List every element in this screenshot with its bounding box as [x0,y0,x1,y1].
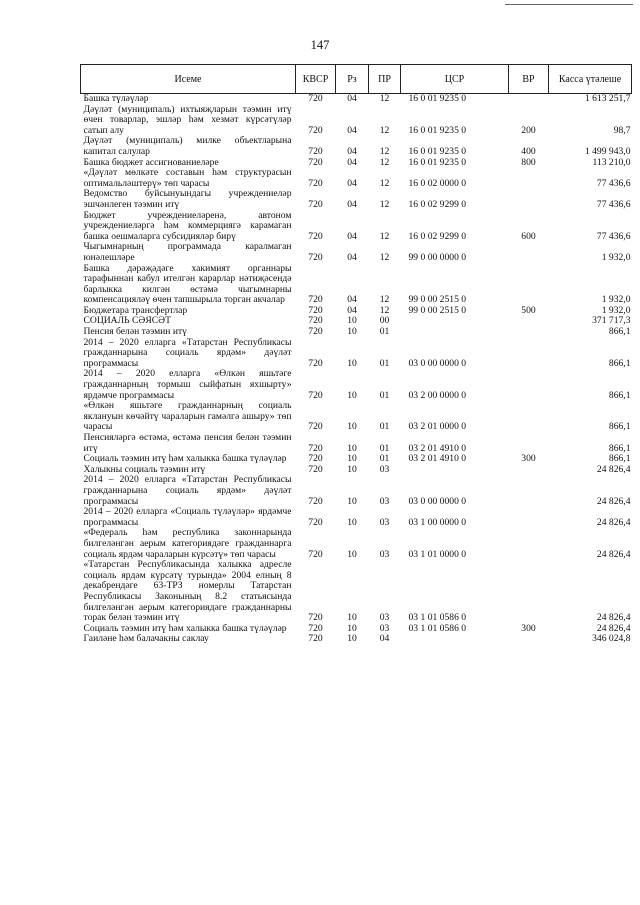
cell-rz: 10 [347,453,357,465]
cell-csr: 03 1 01 0586 0 [408,612,467,624]
cell-vr: 800 [521,156,536,168]
header-rz: Рз [336,65,369,94]
cell-vr: 300 [521,622,536,634]
cell-name: «Дәүләт мөлкәте составын һәм структурасын оптимальләштерү» төп чарасы [83,167,292,189]
table-row [81,433,632,454]
cell-vr [509,242,549,263]
cell-name: Башка бюджет ассигнованиеләре [83,156,219,168]
cell-name: Дәүләт (муниципаль) милке объектларына капитал салулар [83,135,292,157]
cell-rz: 04 [347,93,357,104]
cell-csr: 16 0 02 9299 0 [408,198,467,210]
cell-vr [509,316,549,327]
cell-amount: 866,1 [608,389,631,401]
cell-kvsr: 720 [308,93,323,104]
cell-rz: 04 [347,304,357,316]
cell-rz: 10 [347,389,357,401]
cell-vr [509,433,549,454]
cell-kvsr: 720 [308,442,323,454]
cell-rz: 10 [347,421,357,433]
cell-name: 2014 – 2020 елларга «Өлкән яшьтәге гражданнарның тормыш сыйфатын яхшырту» ярдәмче программасы [83,368,292,401]
cell-pr: 03 [379,622,390,634]
cell-kvsr: 720 [308,326,323,338]
cell-rz: 04 [347,294,357,306]
cell-amount: 1 499 943,0 [584,145,631,157]
cell-name: «Өлкән яшьтәге гражданнарның социаль яклануын көчәйтү чараларын гамәлгә ашыру» төп чарасы [83,400,292,433]
cell-name: Дәүләт (муниципаль) ихтыяҗларын тәэмин итү өчен товарлар, эшләр һәм хезмәт күрсәтүләр сатып алу [83,103,292,136]
cell-rz: 04 [347,177,357,189]
cell-vr [509,528,549,560]
table-row [81,475,632,507]
cell-csr: 99 0 00 2515 0 [408,304,467,316]
cell-pr: 03 [379,548,390,560]
cell-rz: 10 [347,357,357,369]
cell-kvsr: 720 [308,357,323,369]
cell-amount: 24 826,4 [596,495,631,507]
cell-pr: 12 [379,93,390,104]
table-row [81,560,632,624]
cell-name: Бюджет учреждениеләренә, автоном учреждениеләргә һәм коммерциягә карамаган башка оешмаларга субсидияләр бирү [83,209,292,242]
cell-pr: 01 [379,421,390,433]
cell-kvsr: 720 [308,156,323,168]
cell-rz: 10 [347,315,357,327]
cell-vr [509,475,549,507]
cell-pr: 00 [379,315,390,327]
cell-name: Гаиләне һәм балачакны саклау [83,633,209,645]
top-edge-line [505,4,633,5]
cell-vr [509,507,549,528]
cell-amount: 24 826,4 [596,463,631,475]
cell-kvsr: 720 [308,177,323,189]
cell-name: 2014 – 2020 елларга «Социаль түләүләр» ярдәмче программасы [83,506,292,528]
cell-pr: 01 [379,357,390,369]
cell-rz: 10 [347,463,357,475]
cell-kvsr: 720 [308,622,323,634]
table-row [81,401,632,433]
cell-csr: 03 2 00 0000 0 [408,389,467,401]
cell-csr [401,316,509,327]
cell-rz: 04 [347,145,357,157]
cell-pr: 12 [379,304,390,316]
cell-amount: 77 436,6 [596,230,631,242]
cell-kvsr: 720 [308,389,323,401]
cell-csr: 16 0 01 9235 0 [408,124,467,136]
budget-table [80,64,632,645]
cell-amount: 1 613 251,7 [584,93,631,104]
cell-vr: 200 [521,124,536,136]
cell-pr: 01 [379,326,390,338]
cell-csr: 03 2 01 4910 0 [408,453,467,465]
cell-vr: 500 [521,304,536,316]
cell-rz: 10 [347,442,357,454]
cell-pr: 01 [379,442,390,454]
table-header-row [81,65,632,94]
cell-vr [509,338,549,370]
table-row [81,105,632,137]
cell-csr [401,465,509,476]
cell-csr: 03 1 01 0000 0 [408,548,467,560]
cell-amount: 866,1 [608,442,631,454]
cell-amount: 866,1 [608,421,631,433]
cell-kvsr: 720 [308,612,323,624]
cell-pr: 12 [379,198,390,210]
cell-amount: 866,1 [608,326,631,338]
cell-name: «Федераль һәм республика законнарында билгеләнгән аерым категориядәге гражданнарга социаль ярдәм чараларын күрсәтү» төп чарасы [83,527,292,560]
cell-kvsr: 720 [308,230,323,242]
cell-kvsr: 720 [308,294,323,306]
cell-csr: 16 0 02 0000 0 [408,177,467,189]
cell-rz: 04 [347,230,357,242]
cell-amount: 371 717,3 [592,315,631,327]
cell-name: Пенсияләргә өстәмә, өстәмә пенсия белән тәэмин итү [83,432,292,454]
table-row [81,168,632,189]
cell-pr: 12 [379,230,390,242]
cell-amount: 1 932,0 [601,251,631,263]
cell-name: Пенсия белән тәэмин итү [83,326,187,338]
cell-kvsr: 720 [308,124,323,136]
cell-vr [509,327,549,338]
cell-name: 2014 – 2020 елларга «Татарстан Республикасы гражданнарына социаль ярдәм» дәүләт программасы [83,336,292,369]
cell-pr: 04 [379,633,390,645]
cell-vr [509,189,549,210]
cell-csr: 99 0 00 0000 0 [408,251,467,263]
cell-amount: 24 826,4 [596,548,631,560]
cell-csr: 03 0 00 0000 0 [408,495,467,507]
cell-pr: 03 [379,612,390,624]
cell-csr: 03 2 01 0000 0 [408,421,467,433]
cell-pr: 01 [379,389,390,401]
cell-amount: 24 826,4 [596,622,631,634]
cell-name: Чыгымнарның программада каралмаган юнәлешләре [83,241,292,263]
table-row [81,369,632,401]
cell-kvsr: 720 [308,633,323,645]
cell-amount: 77 436,6 [596,177,631,189]
cell-vr: 400 [521,145,536,157]
cell-vr [509,465,549,476]
header-name: Исеме [81,65,296,94]
cell-kvsr: 720 [308,516,323,528]
cell-csr: 16 0 01 9235 0 [408,93,467,104]
cell-csr: 03 2 01 4910 0 [408,442,467,454]
table-row [81,242,632,263]
cell-vr [509,560,549,624]
cell-amount: 77 436,6 [596,198,631,210]
cell-rz: 10 [347,633,357,645]
cell-name: Башка дәрәҗәдәге хакимият органнары тарафыннан кабул ителгән карарлар нәтиҗәсендә барлыкка килгән өстәмә чыгымнарны компенсацияләү өчен тапшырыла торган акчалар [83,262,292,306]
cell-pr: 12 [379,145,390,157]
cell-pr: 03 [379,495,390,507]
cell-pr: 12 [379,251,390,263]
cell-vr: 300 [521,453,536,465]
cell-rz: 10 [347,326,357,338]
cell-amount: 98,7 [613,124,631,136]
cell-rz: 04 [347,198,357,210]
cell-vr [509,94,549,105]
table-row [81,264,632,306]
cell-name: Халыкны социаль тәэмин итү [83,463,206,475]
cell-vr [509,401,549,433]
cell-kvsr: 720 [308,495,323,507]
header-vr: ВР [509,65,549,94]
cell-kvsr: 720 [308,453,323,465]
cell-kvsr: 720 [308,463,323,475]
cell-csr: 03 1 01 0586 0 [408,622,467,634]
table-body [81,94,632,645]
cell-rz: 04 [347,124,357,136]
cell-amount: 1 932,0 [601,304,631,316]
cell-amount: 24 826,4 [596,516,631,528]
cell-csr: 03 1 00 0000 0 [408,516,467,528]
cell-name: Ведомство буйсынуындагы учреждениеләр эшчәнлеген тәэмин итү [83,188,292,210]
cell-name: 2014 – 2020 елларга «Татарстан Республикасы гражданнарына социаль ярдәм» дәүләт программасы [83,474,292,507]
table-row [81,338,632,370]
cell-kvsr: 720 [308,251,323,263]
cell-name: Бюджетара трансфертлар [83,304,188,316]
cell-amount: 24 826,4 [596,612,631,624]
cell-rz: 10 [347,622,357,634]
header-pr: ПР [369,65,401,94]
cell-vr [509,264,549,306]
cell-name: Социаль тәэмин итү һәм халыкка башка түләүләр [83,453,287,465]
table-row [81,634,632,645]
header-kvsr: КВСР [296,65,336,94]
cell-kvsr: 720 [308,421,323,433]
cell-rz: 10 [347,548,357,560]
cell-name: СОЦИАЛЬ СӘЯСӘТ [83,315,171,327]
cell-csr [401,634,509,645]
cell-pr: 03 [379,463,390,475]
table-row [81,211,632,243]
cell-rz: 10 [347,495,357,507]
cell-amount: 113 210,0 [592,156,631,168]
table-row [81,94,632,105]
header-amount: Касса үтәлеше [549,65,632,94]
cell-amount: 866,1 [608,357,631,369]
cell-vr [509,369,549,401]
cell-kvsr: 720 [308,304,323,316]
cell-pr: 03 [379,516,390,528]
cell-amount: 866,1 [608,453,631,465]
cell-name: «Татарстан Республикасында халыкка адресле социаль ярдәм күрсәтү турында» 2004 елның 8 декабрендәге 63-ТРЗ номерлы Татарстан Республикасы Законының 8.2 статьясында билгеләнгән аерым категориядәге гражданнарны торак белән тәэмин итү [83,559,292,624]
page-number: 147 [310,38,330,52]
cell-rz: 04 [347,251,357,263]
cell-csr [401,327,509,338]
cell-pr: 12 [379,294,390,306]
cell-kvsr: 720 [308,315,323,327]
cell-pr: 01 [379,453,390,465]
cell-kvsr: 720 [308,198,323,210]
cell-csr: 03 0 00 0000 0 [408,357,467,369]
cell-rz: 10 [347,516,357,528]
cell-csr: 16 0 02 9299 0 [408,230,467,242]
cell-pr: 12 [379,177,390,189]
header-csr: ЦСР [401,65,509,94]
cell-pr: 12 [379,124,390,136]
cell-csr: 99 0 00 2515 0 [408,294,467,306]
cell-kvsr: 720 [308,145,323,157]
cell-name: Социаль тәэмин итү һәм халыкка башка түләүләр [83,622,287,634]
cell-csr: 16 0 01 9235 0 [408,156,467,168]
cell-name: Башка түләүләр [83,93,149,104]
cell-amount: 346 024,8 [592,633,631,645]
table-row [81,189,632,210]
table-row [81,507,632,528]
cell-amount: 1 932,0 [601,294,631,306]
cell-kvsr: 720 [308,548,323,560]
table-row [81,136,632,157]
cell-pr: 12 [379,156,390,168]
cell-rz: 10 [347,612,357,624]
table-row [81,528,632,560]
cell-vr [509,634,549,645]
cell-vr: 600 [521,230,536,242]
cell-vr [509,168,549,189]
cell-csr: 16 0 01 9235 0 [408,145,467,157]
cell-rz: 04 [347,156,357,168]
